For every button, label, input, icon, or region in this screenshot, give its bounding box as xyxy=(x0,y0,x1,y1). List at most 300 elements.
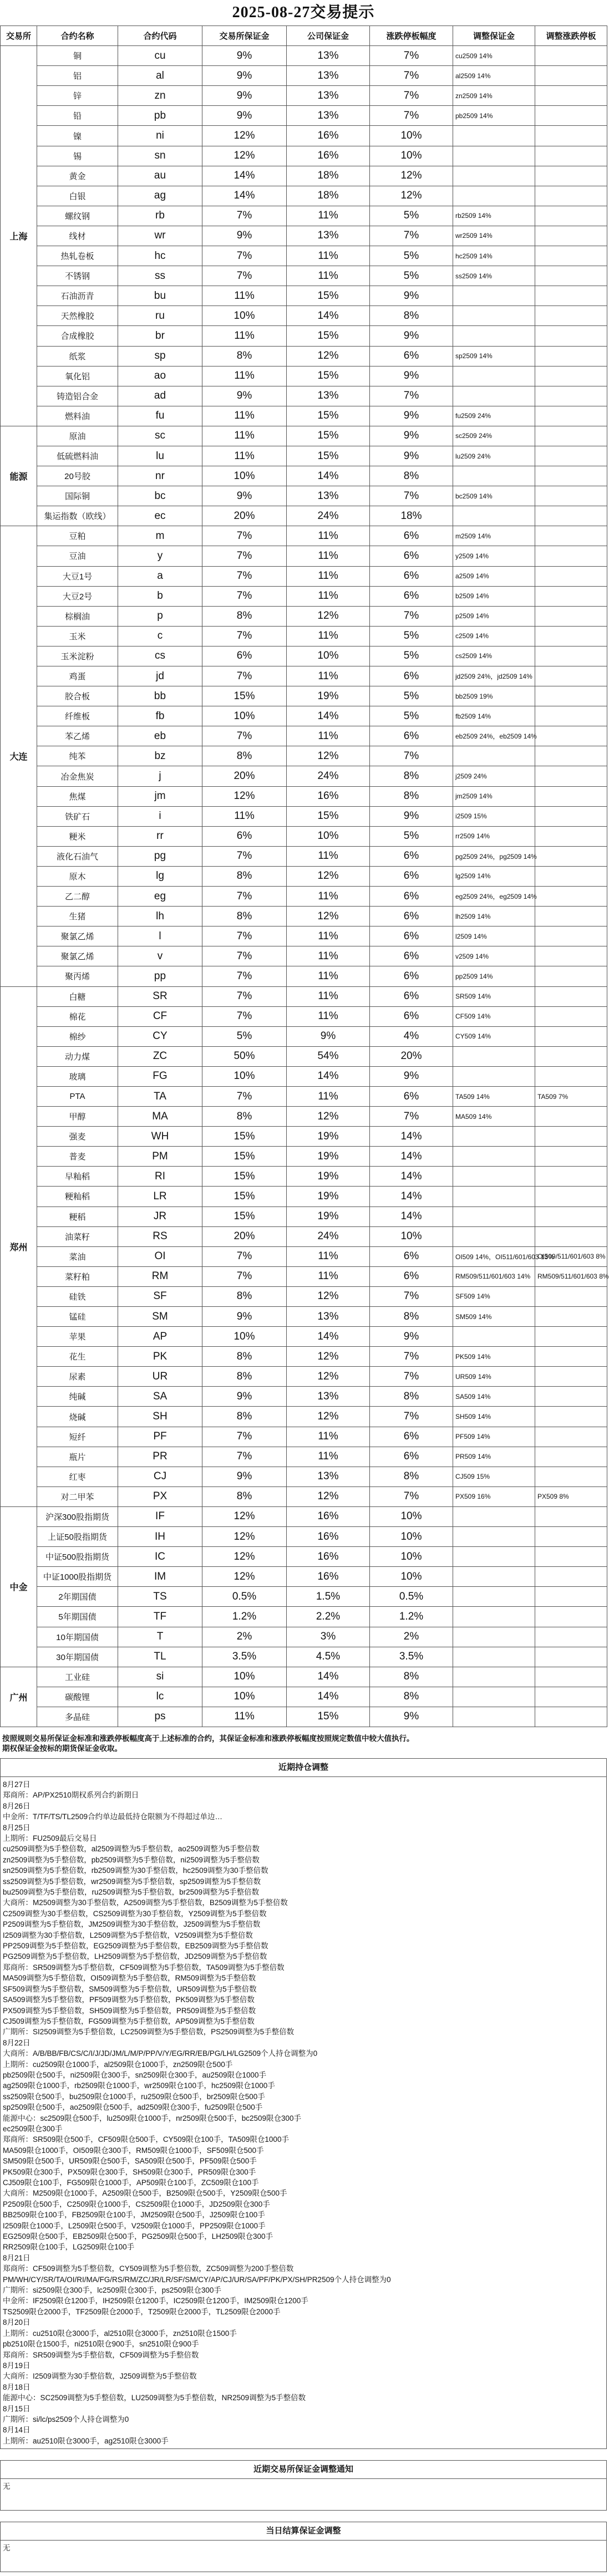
price-limit-cell: 1.2% xyxy=(370,1607,453,1627)
exchange-margin-cell: 12% xyxy=(202,1506,287,1526)
company-margin-cell: 15% xyxy=(287,326,370,346)
table-row xyxy=(1,1187,607,1206)
company-margin-cell: 18% xyxy=(287,186,370,206)
exchange-margin-cell: 7% xyxy=(202,526,287,546)
exchange-margin-cell: 7% xyxy=(202,1006,287,1026)
company-margin-cell: 11% xyxy=(287,206,370,226)
contract-code-cell: pg xyxy=(118,846,202,866)
contract-name-cell: 热轧卷板 xyxy=(37,246,118,266)
contract-code-cell: ao xyxy=(118,366,202,386)
adjusted-margin-cell xyxy=(453,1147,535,1167)
table-row xyxy=(1,246,607,266)
price-limit-cell: 5% xyxy=(370,826,453,846)
exchange-margin-cell: 11% xyxy=(202,326,287,346)
contract-name-cell: 焦煤 xyxy=(37,786,118,806)
company-margin-cell: 11% xyxy=(287,266,370,286)
adjusted-limit-cell xyxy=(535,1687,607,1707)
company-margin-cell: 11% xyxy=(287,966,370,986)
table-row xyxy=(1,1447,607,1467)
table-row xyxy=(1,1387,607,1407)
adjusted-margin-cell xyxy=(453,286,535,306)
adjusted-limit-cell xyxy=(535,786,607,806)
adjusted-limit-cell xyxy=(535,1667,607,1687)
table-row xyxy=(1,1667,607,1687)
exchange-margin-cell: 7% xyxy=(202,887,287,907)
company-margin-cell: 11% xyxy=(287,1246,370,1266)
contract-code-cell: eg xyxy=(118,887,202,907)
adjusted-margin-cell xyxy=(453,1547,535,1567)
price-limit-cell: 9% xyxy=(370,446,453,466)
contract-code-cell: RI xyxy=(118,1167,202,1187)
exchange-margin-cell: 9% xyxy=(202,1387,287,1407)
note-line: 按照规则交易所保证金标准和涨跌停板幅度高于上述标准的合约，其保证金标准和涨跌停板幅度按照规定数值中较大值执行。 xyxy=(2,1734,414,1743)
adjusted-margin-cell xyxy=(453,506,535,526)
exchange-margin-cell: 9% xyxy=(202,226,287,246)
contract-code-cell: sn xyxy=(118,146,202,166)
company-margin-cell: 12% xyxy=(287,1486,370,1506)
company-margin-cell: 12% xyxy=(287,907,370,926)
adjusted-limit-cell xyxy=(535,1427,607,1447)
table-row xyxy=(1,666,607,686)
adjusted-margin-cell: SR509 14% xyxy=(453,986,535,1006)
contract-name-cell: 天然橡胶 xyxy=(37,306,118,326)
company-margin-cell: 11% xyxy=(287,1447,370,1467)
table-row xyxy=(1,1627,607,1647)
note-line: 期权保证金按标的期货保证金收取。 xyxy=(2,1744,122,1753)
section-line: 8月20日 xyxy=(3,2318,31,2327)
table-row xyxy=(1,686,607,706)
adjusted-limit-cell xyxy=(535,1527,607,1547)
contract-code-cell: TL xyxy=(118,1647,202,1667)
contract-code-cell: ru xyxy=(118,306,202,326)
exchange-margin-cell: 7% xyxy=(202,946,287,966)
contract-code-cell: cs xyxy=(118,646,202,666)
table-row xyxy=(1,1547,607,1567)
exchange-margin-cell: 9% xyxy=(202,386,287,406)
contract-code-cell: lg xyxy=(118,866,202,886)
exchange-cell: 郑州 xyxy=(1,986,37,1506)
price-limit-cell: 6% xyxy=(370,546,453,566)
adjusted-limit-cell xyxy=(535,626,607,646)
contract-code-cell: jm xyxy=(118,786,202,806)
adjusted-limit-cell xyxy=(535,1567,607,1587)
price-limit-cell: 9% xyxy=(370,1707,453,1727)
price-limit-cell: 6% xyxy=(370,566,453,586)
section-line: zn2509调整为5手整倍数，pb2509调整为5手整倍数，ni2509调整为5手整倍数 xyxy=(3,1855,260,1864)
contract-name-cell: 苹果 xyxy=(37,1327,118,1347)
contract-name-cell: 瓶片 xyxy=(37,1447,118,1467)
contract-name-cell: 镍 xyxy=(37,126,118,146)
price-limit-cell: 7% xyxy=(370,746,453,766)
price-limit-cell: 9% xyxy=(370,1327,453,1347)
adjusted-limit-cell xyxy=(535,1307,607,1327)
exchange-margin-cell: 50% xyxy=(202,1046,287,1066)
exchange-margin-cell: 15% xyxy=(202,1206,287,1226)
table-row xyxy=(1,966,607,986)
contract-name-cell: 纸浆 xyxy=(37,346,118,366)
contract-name-cell: 铁矿石 xyxy=(37,806,118,826)
company-margin-cell: 11% xyxy=(287,526,370,546)
table-row xyxy=(1,386,607,406)
table-row xyxy=(1,346,607,366)
contract-code-cell: ec xyxy=(118,506,202,526)
contract-code-cell: pb xyxy=(118,106,202,126)
adjusted-margin-cell: bb2509 19% xyxy=(453,686,535,706)
contract-code-cell: SR xyxy=(118,986,202,1006)
exchange-margin-cell: 20% xyxy=(202,1226,287,1246)
exchange-margin-notice-body xyxy=(1,2479,606,2510)
adjusted-margin-cell xyxy=(453,1046,535,1066)
section-line: 中金所：T/TF/TS/TL2509合约单边最低持仓限额为不得超过单边… xyxy=(3,1813,223,1821)
contract-code-cell: fu xyxy=(118,406,202,426)
adjusted-limit-cell xyxy=(535,406,607,426)
table-row xyxy=(1,286,607,306)
exchange-margin-cell: 7% xyxy=(202,206,287,226)
company-margin-cell: 15% xyxy=(287,806,370,826)
contract-name-cell: 中证500股指期货 xyxy=(37,1547,118,1567)
adjusted-margin-cell: eb2509 24%，eb2509 14% xyxy=(453,726,535,746)
adjusted-margin-cell: cs2509 14% xyxy=(453,646,535,666)
contract-code-cell: SH xyxy=(118,1407,202,1427)
company-margin-cell: 16% xyxy=(287,126,370,146)
settlement-margin-section xyxy=(0,2522,607,2572)
contract-name-cell: 石油沥青 xyxy=(37,286,118,306)
contract-name-cell: 油菜籽 xyxy=(37,1226,118,1246)
company-margin-cell: 54% xyxy=(287,1046,370,1066)
adjusted-limit-cell xyxy=(535,1107,607,1127)
adjusted-margin-cell: PR509 14% xyxy=(453,1447,535,1467)
adjusted-limit-cell: OI509/511/601/603 8% xyxy=(535,1246,607,1266)
adjusted-limit-cell xyxy=(535,546,607,566)
adjusted-limit-cell xyxy=(535,106,607,126)
price-limit-cell: 14% xyxy=(370,1187,453,1206)
table-row xyxy=(1,1527,607,1547)
table-row xyxy=(1,1407,607,1427)
company-margin-cell: 13% xyxy=(287,46,370,66)
company-margin-cell: 11% xyxy=(287,1006,370,1026)
company-margin-cell: 11% xyxy=(287,846,370,866)
section-line: cu2509调整为5手整倍数，al2509调整为5手整倍数，ao2509调整为5手整倍数 xyxy=(3,1845,260,1854)
contract-code-cell: WH xyxy=(118,1127,202,1147)
adjusted-margin-cell: MA509 14% xyxy=(453,1107,535,1127)
contract-name-cell: 菜油 xyxy=(37,1246,118,1266)
adjusted-margin-cell: b2509 14% xyxy=(453,586,535,606)
contract-name-cell: 氧化铝 xyxy=(37,366,118,386)
contract-code-cell: l xyxy=(118,926,202,946)
contract-code-cell: p xyxy=(118,606,202,626)
price-limit-cell: 7% xyxy=(370,386,453,406)
contract-code-cell: lh xyxy=(118,907,202,926)
company-margin-cell: 12% xyxy=(287,746,370,766)
exchange-margin-cell: 7% xyxy=(202,546,287,566)
contract-code-cell: j xyxy=(118,766,202,786)
contract-code-cell: bz xyxy=(118,746,202,766)
exchange-margin-cell: 10% xyxy=(202,1327,287,1347)
section-line: 能源中心：SC2509调整为5手整倍数，LU2509调整为5手整倍数，NR2509调整为5手整倍数 xyxy=(3,2394,306,2402)
table-row xyxy=(1,1607,607,1627)
exchange-margin-cell: 10% xyxy=(202,706,287,726)
contract-name-cell: 生猪 xyxy=(37,907,118,926)
company-margin-cell: 11% xyxy=(287,546,370,566)
table-row xyxy=(1,206,607,226)
adjusted-margin-cell: SH509 14% xyxy=(453,1407,535,1427)
company-margin-cell: 12% xyxy=(287,606,370,626)
price-limit-cell: 9% xyxy=(370,1066,453,1086)
adjusted-margin-cell: pb2509 14% xyxy=(453,106,535,126)
contract-name-cell: 沪深300股指期货 xyxy=(37,1506,118,1526)
table-row xyxy=(1,106,607,126)
adjusted-limit-cell xyxy=(535,806,607,826)
price-limit-cell: 6% xyxy=(370,846,453,866)
adjusted-limit-cell xyxy=(535,566,607,586)
adjusted-margin-cell xyxy=(453,746,535,766)
company-margin-cell: 15% xyxy=(287,446,370,466)
section-line: 无 xyxy=(3,2544,11,2553)
price-limit-cell: 9% xyxy=(370,806,453,826)
margin-note xyxy=(0,1727,607,1758)
contract-code-cell: hc xyxy=(118,246,202,266)
section-line: 上期所：FU2509最后交易日 xyxy=(3,1834,97,1842)
adjusted-limit-cell xyxy=(535,446,607,466)
table-row xyxy=(1,1226,607,1246)
exchange-margin-cell: 15% xyxy=(202,1127,287,1147)
table-row xyxy=(1,1427,607,1447)
contract-code-cell: PR xyxy=(118,1447,202,1467)
table-row xyxy=(1,907,607,926)
exchange-margin-cell: 12% xyxy=(202,1547,287,1567)
section-line: 广期所：si2509限仓300手，lc2509限仓300手，ps2509限仓300手 xyxy=(3,2286,221,2295)
price-limit-cell: 5% xyxy=(370,706,453,726)
section-line: PG2509调整为5手整倍数，LH2509调整为5手整倍数，JD2509调整为5手整倍数 xyxy=(3,1952,267,1961)
exchange-margin-cell: 6% xyxy=(202,646,287,666)
adjusted-margin-cell: fu2509 24% xyxy=(453,406,535,426)
table-row xyxy=(1,1246,607,1266)
adjusted-margin-cell: zn2509 14% xyxy=(453,86,535,106)
table-row xyxy=(1,1707,607,1727)
price-limit-cell: 7% xyxy=(370,1407,453,1427)
exchange-margin-cell: 9% xyxy=(202,46,287,66)
contract-name-cell: 白银 xyxy=(37,186,118,206)
adjusted-margin-cell: ss2509 14% xyxy=(453,266,535,286)
table-row xyxy=(1,1127,607,1147)
section-line: 郑商所：SR509调整为5手整倍数，CF509调整为5手整倍数，TA509调整为5手整倍数 xyxy=(3,1963,285,1972)
position-adjust-title: 近期持仓调整 xyxy=(1,1759,606,1777)
price-limit-cell: 7% xyxy=(370,1486,453,1506)
section-line: 大商所：M2509限仓1000手，A2509限仓500手，B2509限仓500手，Y2509限仓500手 xyxy=(3,2189,287,2198)
company-margin-cell: 3% xyxy=(287,1627,370,1647)
adjusted-margin-cell: lg2509 14% xyxy=(453,866,535,886)
contract-name-cell: 乙二醇 xyxy=(37,887,118,907)
exchange-margin-cell: 11% xyxy=(202,366,287,386)
table-row xyxy=(1,1086,607,1106)
contract-name-cell: 黄金 xyxy=(37,166,118,186)
exchange-margin-cell: 6% xyxy=(202,826,287,846)
adjusted-margin-cell: a2509 14% xyxy=(453,566,535,586)
company-margin-cell: 19% xyxy=(287,1187,370,1206)
settlement-margin-title: 当日结算保证金调整 xyxy=(1,2522,606,2541)
company-margin-cell: 10% xyxy=(287,826,370,846)
company-margin-cell: 11% xyxy=(287,1266,370,1286)
adjusted-margin-cell xyxy=(453,1667,535,1687)
company-margin-cell: 12% xyxy=(287,1347,370,1367)
section-line: 郑商所：SR509调整为5手整倍数，CF509调整为5手整倍数 xyxy=(3,2350,199,2359)
adjusted-margin-cell xyxy=(453,466,535,486)
exchange-margin-cell: 10% xyxy=(202,306,287,326)
header-contract-name: 合约名称 xyxy=(37,26,118,46)
contract-code-cell: c xyxy=(118,626,202,646)
adjusted-margin-cell: l2509 14% xyxy=(453,926,535,946)
settlement-margin-body xyxy=(1,2541,606,2572)
adjusted-limit-cell xyxy=(535,1347,607,1367)
exchange-margin-cell: 7% xyxy=(202,846,287,866)
section-line: TS2509限仓2000手，TF2509限仓2000手，T2509限仓2000手，TL2509限仓2000手 xyxy=(3,2307,281,2316)
exchange-margin-cell: 2% xyxy=(202,1627,287,1647)
price-limit-cell: 10% xyxy=(370,1506,453,1526)
adjusted-margin-cell: p2509 14% xyxy=(453,606,535,626)
contract-code-cell: a xyxy=(118,566,202,586)
company-margin-cell: 1.5% xyxy=(287,1587,370,1607)
adjusted-limit-cell xyxy=(535,1547,607,1567)
contract-name-cell: 纤维板 xyxy=(37,706,118,726)
contract-code-cell: AP xyxy=(118,1327,202,1347)
price-limit-cell: 7% xyxy=(370,1107,453,1127)
adjusted-margin-cell: sp2509 14% xyxy=(453,346,535,366)
company-margin-cell: 4.5% xyxy=(287,1647,370,1667)
section-line: 8月15日 xyxy=(3,2404,31,2413)
adjusted-limit-cell xyxy=(535,1187,607,1206)
table-row xyxy=(1,546,607,566)
adjusted-margin-cell xyxy=(453,1206,535,1226)
adjusted-margin-cell: i2509 15% xyxy=(453,806,535,826)
adjusted-limit-cell xyxy=(535,1627,607,1647)
company-margin-cell: 24% xyxy=(287,1226,370,1246)
exchange-margin-cell: 7% xyxy=(202,1447,287,1467)
adjusted-limit-cell xyxy=(535,1286,607,1306)
section-line: MA509调整为5手整倍数，OI509调整为5手整倍数，RM509调整为5手整倍数 xyxy=(3,1974,256,1983)
table-row xyxy=(1,146,607,166)
contract-code-cell: IC xyxy=(118,1547,202,1567)
header-company-margin: 公司保证金 xyxy=(287,26,370,46)
exchange-margin-cell: 10% xyxy=(202,1066,287,1086)
contract-code-cell: IF xyxy=(118,1506,202,1526)
adjusted-limit-cell xyxy=(535,586,607,606)
price-limit-cell: 5% xyxy=(370,646,453,666)
company-margin-cell: 12% xyxy=(287,866,370,886)
exchange-margin-cell: 9% xyxy=(202,1467,287,1486)
adjusted-limit-cell xyxy=(535,386,607,406)
table-row xyxy=(1,186,607,206)
adjusted-margin-cell xyxy=(453,126,535,146)
contract-name-cell: 10年期国债 xyxy=(37,1627,118,1647)
table-row xyxy=(1,1167,607,1187)
exchange-margin-cell: 9% xyxy=(202,106,287,126)
adjusted-limit-cell xyxy=(535,166,607,186)
contract-name-cell: 上证50股指期货 xyxy=(37,1527,118,1547)
contract-name-cell: 胶合板 xyxy=(37,686,118,706)
contract-name-cell: 棉花 xyxy=(37,1006,118,1026)
exchange-margin-cell: 8% xyxy=(202,1407,287,1427)
section-line: SF509调整为5手整倍数，SM509调整为5手整倍数，UR509调整为5手整倍数 xyxy=(3,1984,257,1993)
adjusted-margin-cell: PF509 14% xyxy=(453,1427,535,1447)
contract-name-cell: 液化石油气 xyxy=(37,846,118,866)
section-line: 大商所：M2509调整为30手整倍数，A2509调整为5手整倍数，B2509调整为5手整倍数 xyxy=(3,1898,288,1907)
price-limit-cell: 8% xyxy=(370,786,453,806)
contract-code-cell: CY xyxy=(118,1026,202,1046)
adjusted-margin-cell xyxy=(453,186,535,206)
contract-name-cell: 鸡蛋 xyxy=(37,666,118,686)
company-margin-cell: 14% xyxy=(287,1667,370,1687)
adjusted-limit-cell xyxy=(535,426,607,446)
contract-name-cell: 粳米 xyxy=(37,826,118,846)
company-margin-cell: 9% xyxy=(287,1026,370,1046)
price-limit-cell: 7% xyxy=(370,46,453,66)
company-margin-cell: 16% xyxy=(287,1527,370,1547)
price-limit-cell: 10% xyxy=(370,126,453,146)
exchange-margin-cell: 12% xyxy=(202,1527,287,1547)
table-row xyxy=(1,1206,607,1226)
price-limit-cell: 5% xyxy=(370,266,453,286)
contract-code-cell: bu xyxy=(118,286,202,306)
table-row xyxy=(1,1286,607,1306)
contract-name-cell: 菜籽粕 xyxy=(37,1266,118,1286)
contract-name-cell: 原油 xyxy=(37,426,118,446)
contract-name-cell: 锰硅 xyxy=(37,1307,118,1327)
exchange-margin-cell: 7% xyxy=(202,726,287,746)
header-price-limit: 涨跌停板幅度 xyxy=(370,26,453,46)
price-limit-cell: 10% xyxy=(370,146,453,166)
company-margin-cell: 19% xyxy=(287,1206,370,1226)
adjusted-margin-cell: PK509 14% xyxy=(453,1347,535,1367)
adjusted-limit-cell xyxy=(535,266,607,286)
exchange-margin-cell: 7% xyxy=(202,566,287,586)
table-row xyxy=(1,86,607,106)
price-limit-cell: 6% xyxy=(370,1447,453,1467)
adjusted-limit-cell xyxy=(535,1226,607,1246)
section-line: sp2509限仓500手，ao2509限仓500手，ad2509限仓300手，fu2509限仓500手 xyxy=(3,2103,263,2112)
contract-name-cell: 花生 xyxy=(37,1347,118,1367)
table-row xyxy=(1,1006,607,1026)
contract-code-cell: au xyxy=(118,166,202,186)
contract-name-cell: 燃料油 xyxy=(37,406,118,426)
table-row xyxy=(1,1647,607,1667)
adjusted-margin-cell xyxy=(453,306,535,326)
contract-code-cell: m xyxy=(118,526,202,546)
company-margin-cell: 14% xyxy=(287,1066,370,1086)
contract-code-cell: zn xyxy=(118,86,202,106)
table-row xyxy=(1,1467,607,1486)
exchange-margin-cell: 11% xyxy=(202,446,287,466)
exchange-margin-cell: 11% xyxy=(202,426,287,446)
table-row xyxy=(1,266,607,286)
adjusted-margin-cell: lh2509 14% xyxy=(453,907,535,926)
adjusted-margin-cell xyxy=(453,386,535,406)
section-line: 上期所：au2510限仓3000手，ag2510限仓3000手 xyxy=(3,2436,169,2445)
adjusted-limit-cell xyxy=(535,326,607,346)
table-row xyxy=(1,786,607,806)
price-limit-cell: 7% xyxy=(370,86,453,106)
price-limit-cell: 8% xyxy=(370,1387,453,1407)
price-limit-cell: 6% xyxy=(370,966,453,986)
adjusted-limit-cell xyxy=(535,846,607,866)
company-margin-cell: 14% xyxy=(287,706,370,726)
adjusted-limit-cell xyxy=(535,1046,607,1066)
contract-code-cell: al xyxy=(118,66,202,86)
contract-code-cell: bc xyxy=(118,486,202,506)
adjusted-limit-cell xyxy=(535,866,607,886)
adjusted-limit-cell xyxy=(535,887,607,907)
adjusted-margin-cell xyxy=(453,1567,535,1587)
contract-name-cell: 30年期国债 xyxy=(37,1647,118,1667)
